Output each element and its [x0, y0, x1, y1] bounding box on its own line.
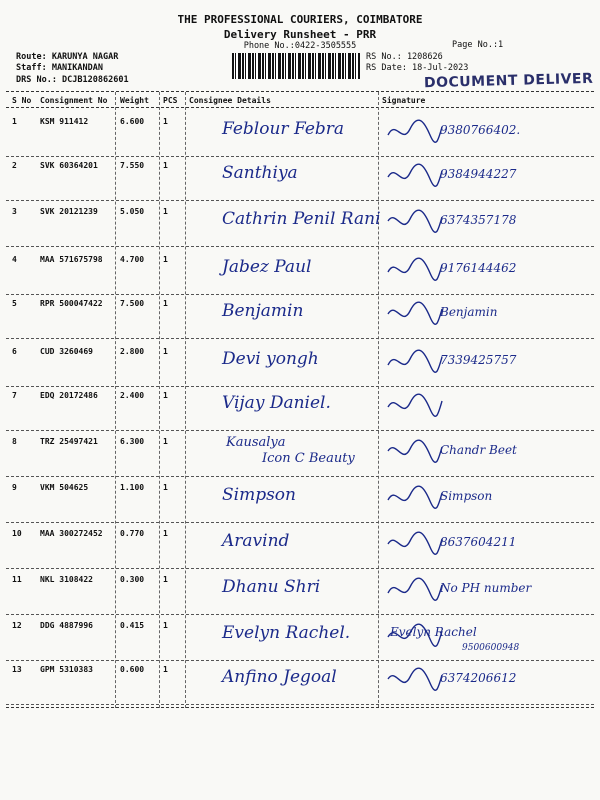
row-consignment-no: GPM 5310383 [40, 665, 93, 674]
row-consignee-name: Dhanu Shri [222, 577, 321, 597]
row-sno: 4 [12, 255, 17, 264]
signature-scribble [384, 255, 444, 285]
row-weight: 7.500 [120, 299, 145, 308]
row-consignee-name: Vijay Daniel. [222, 393, 331, 413]
row-consignment-no: EDQ 20172486 [40, 391, 98, 400]
row-divider [6, 200, 594, 201]
row-sno: 8 [12, 437, 17, 446]
row-sno: 6 [12, 347, 17, 356]
row-pcs: 1 [163, 437, 168, 446]
row-divider [6, 522, 594, 523]
col-divider [185, 92, 186, 708]
row-consignment-no: NKL 3108422 [40, 575, 93, 584]
document-delivery-stamp: DOCUMENT DELIVER [423, 70, 594, 92]
row-consignment-no: KSM 911412 [40, 117, 89, 126]
signature-scribble [384, 299, 444, 329]
row-consignment-no: CUD 3260469 [40, 347, 93, 356]
row-consignment-no: VKM 504625 [40, 483, 89, 492]
row-consignee-name: Anfino Jegoal [222, 667, 337, 687]
row-pcs: 1 [163, 621, 168, 630]
row-divider [6, 476, 594, 477]
row-sno: 3 [12, 207, 17, 216]
row-signature-text: 6374206612 [440, 671, 517, 685]
header-divider-bottom [6, 107, 594, 108]
col-divider [378, 92, 379, 708]
row-consignment-no: TRZ 25497421 [40, 437, 98, 446]
row-divider [6, 246, 594, 247]
row-consignment-no: SVK 20121239 [40, 207, 98, 216]
row-weight: 2.800 [120, 347, 145, 356]
row-pcs: 1 [163, 161, 168, 170]
col-consignee: Consignee Details [189, 96, 271, 105]
row-consignment-no: MAA 571675798 [40, 255, 103, 264]
col-consignment: Consignment No [40, 96, 108, 105]
col-weight: Weight [120, 96, 149, 105]
col-pcs: PCS [163, 96, 178, 105]
table-bottom-line [6, 707, 594, 708]
row-sno: 12 [12, 621, 22, 630]
row-signature-phone: 9500600948 [462, 643, 520, 653]
row-weight: 6.300 [120, 437, 145, 446]
row-pcs: 1 [163, 665, 168, 674]
row-sno: 1 [12, 117, 17, 126]
row-consignee-name: Devi yongh [222, 349, 319, 369]
row-weight: 7.550 [120, 161, 145, 170]
row-weight: 0.415 [120, 621, 145, 630]
route: Route: KARUNYA NAGAR [16, 52, 119, 62]
signature-scribble [384, 117, 444, 147]
signature-scribble [384, 575, 444, 605]
barcode [232, 53, 360, 79]
signature-scribble [384, 161, 444, 191]
row-weight: 0.770 [120, 529, 145, 538]
signature-scribble [384, 391, 444, 421]
row-weight: 6.600 [120, 117, 145, 126]
row-sno: 7 [12, 391, 17, 400]
page-number: Page No.:1 [452, 40, 504, 50]
row-signature-text: Simpson [440, 489, 493, 503]
row-divider [6, 156, 594, 157]
row-consignee-name: Cathrin Penil Rani [222, 209, 381, 229]
company-title: THE PROFESSIONAL COURIERS, COIMBATORE [177, 13, 423, 26]
signature-scribble [384, 529, 444, 559]
signature-scribble [384, 347, 444, 377]
col-divider [159, 92, 160, 708]
row-sno: 9 [12, 483, 17, 492]
row-sno: 10 [12, 529, 22, 538]
row-signature-text: 9384944227 [440, 167, 517, 181]
drs-number: DRS No.: DCJB120862601 [16, 75, 129, 85]
row-pcs: 1 [163, 117, 168, 126]
signature-scribble [384, 665, 444, 695]
signature-scribble [384, 483, 444, 513]
row-signature-text: 9380766402. [440, 123, 521, 137]
row-divider [6, 704, 594, 705]
col-divider [115, 92, 116, 708]
row-divider [6, 386, 594, 387]
row-pcs: 1 [163, 347, 168, 356]
row-signature-text: Chandr Beet [440, 443, 517, 457]
rs-date: RS Date: 18-Jul-2023 [366, 63, 469, 73]
row-weight: 5.050 [120, 207, 145, 216]
row-consignment-no: MAA 300272452 [40, 529, 103, 538]
row-pcs: 1 [163, 391, 168, 400]
signature-scribble [384, 207, 444, 237]
row-weight: 1.100 [120, 483, 145, 492]
rs-number: RS No.: 1208626 [366, 52, 443, 62]
row-pcs: 1 [163, 529, 168, 538]
row-consignment-no: SVK 60364201 [40, 161, 98, 170]
row-signature-text: Benjamin [440, 305, 498, 319]
row-signature-text: Evelyn Rachel [390, 625, 477, 639]
row-weight: 2.400 [120, 391, 145, 400]
sheet-subtitle: Delivery Runsheet - PRR [223, 28, 377, 41]
row-divider [6, 568, 594, 569]
row-consignment-no: RPR 500047422 [40, 299, 103, 308]
row-weight: 4.700 [120, 255, 145, 264]
col-signature: Signature [382, 96, 426, 105]
row-divider [6, 430, 594, 431]
header-divider-top [6, 91, 594, 92]
row-signature-text: 7339425757 [440, 353, 517, 367]
phone-number: Phone No.:0422-3505555 [243, 41, 357, 51]
row-consignee-name: Evelyn Rachel. [222, 623, 351, 643]
row-consignee-name: Simpson [222, 485, 296, 505]
row-consignee-name: Jabez Paul [222, 257, 312, 277]
signature-scribble [384, 437, 444, 467]
row-divider [6, 660, 594, 661]
row-signature-text: 8637604211 [440, 535, 517, 549]
row-pcs: 1 [163, 299, 168, 308]
row-sno: 11 [12, 575, 22, 584]
row-consignee-company: Icon C Beauty [262, 451, 355, 466]
row-consignee-name: Benjamin [222, 301, 304, 321]
row-consignment-no: DDG 4887996 [40, 621, 93, 630]
row-divider [6, 294, 594, 295]
row-divider [6, 614, 594, 615]
row-weight: 0.600 [120, 665, 145, 674]
row-pcs: 1 [163, 575, 168, 584]
row-pcs: 1 [163, 255, 168, 264]
row-signature-text: 6374357178 [440, 213, 517, 227]
row-signature-text: No PH number [440, 581, 532, 595]
row-consignee-name: Santhiya [222, 163, 298, 183]
row-sno: 2 [12, 161, 17, 170]
row-consignee-name: Aravind [222, 531, 290, 551]
row-consignee-name: Kausalya [226, 435, 286, 450]
row-signature-text: 9176144462 [440, 261, 517, 275]
row-weight: 0.300 [120, 575, 145, 584]
col-sno: S No [12, 96, 32, 105]
row-sno: 13 [12, 665, 22, 674]
row-sno: 5 [12, 299, 17, 308]
staff: Staff: MANIKANDAN [16, 63, 103, 73]
row-pcs: 1 [163, 483, 168, 492]
row-divider [6, 338, 594, 339]
row-consignee-name: Feblour Febra [222, 119, 345, 139]
row-pcs: 1 [163, 207, 168, 216]
